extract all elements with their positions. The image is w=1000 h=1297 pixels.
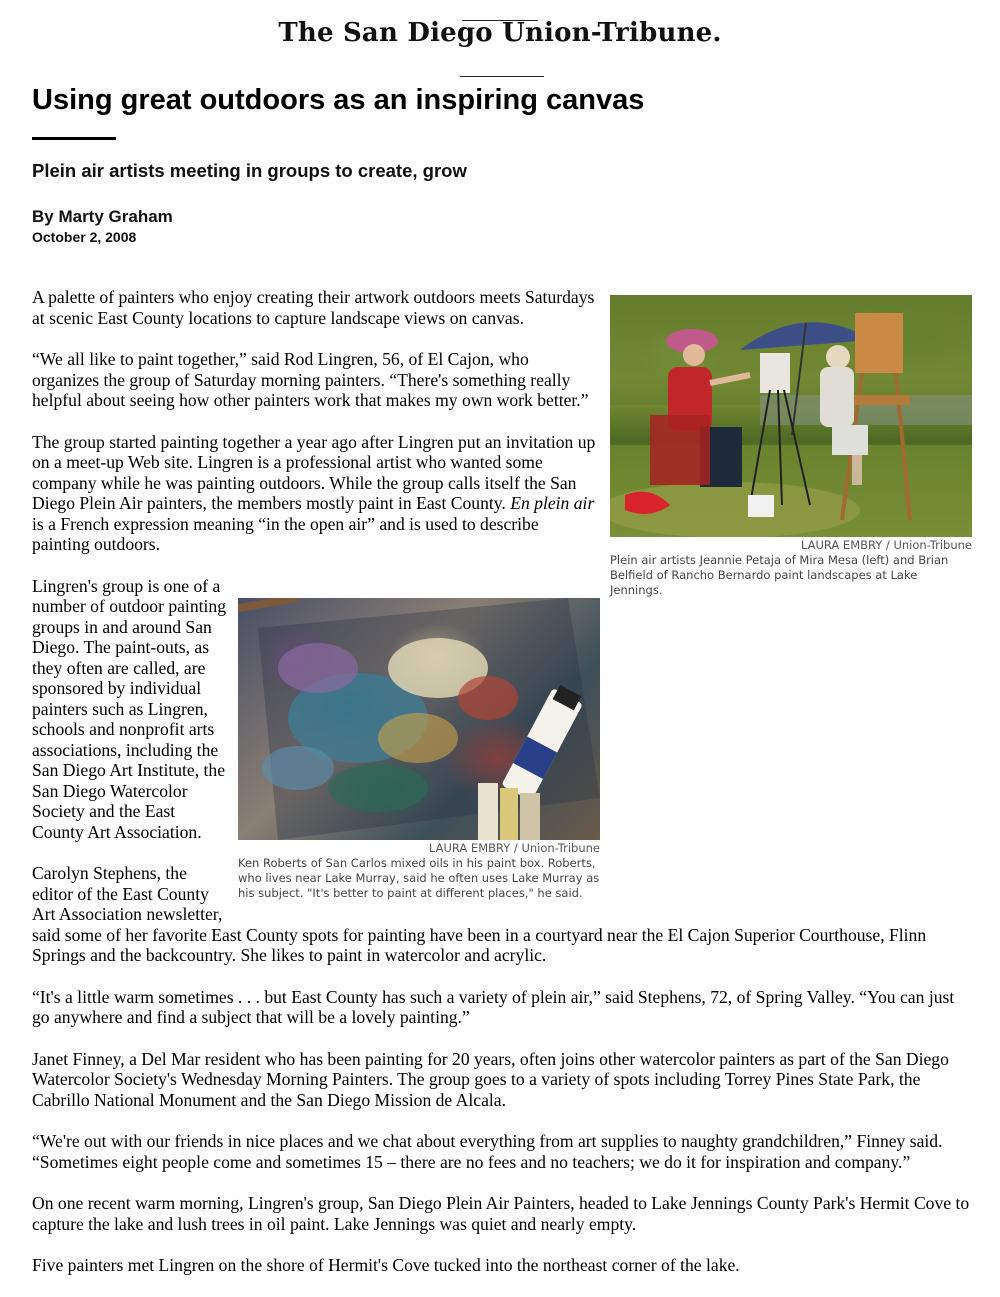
- photo-plein-air-painters: [610, 295, 972, 537]
- article-headline: Using great outdoors as an inspiring canvas: [32, 84, 645, 116]
- figure-paint-box: [238, 598, 600, 901]
- paragraph-9: On one recent warm morning, Lingren's group, San Diego Plein Air Painters, headed to Lake Jennings County Park's Hermit Cove to capture the lake and lush trees in oil paint. Lake Jennings was quiet and nearly empty.: [32, 1193, 970, 1234]
- paragraph-8: “We're out with our friends in nice places and we chat about everything from art supplies to naughty grandchildren,” Finney said. “Sometimes eight people come and sometimes 15 – there are no fees and no teachers; we do it for inspiration and company.”: [32, 1131, 943, 1172]
- article-date: October 2, 2008: [32, 229, 137, 245]
- photo-credit-1: LAURA EMBRY / Union-Tribune: [800, 538, 972, 552]
- photo-paint-box: [238, 598, 600, 840]
- paragraph-1: A palette of painters who enjoy creating their artwork outdoors meets Saturdays at scenic East County locations to capture landscape views on canvas.: [32, 287, 595, 328]
- paragraph-7: Janet Finney, a Del Mar resident who has been painting for 20 years, often joins other watercolor painters as part of the San Diego Watercolor Society's Wednesday Morning Painters. The group goes to a variety of spots including Torrey Pines State Park, the Cabrillo National Monument and the San Diego Mission de Alcala.: [32, 1048, 949, 1110]
- masthead-rule-bottom: [460, 76, 544, 77]
- paragraph-6: “It's a little warm sometimes . . . but East County has such a variety of plein air,” said Stephens, 72, of Spring Valley. “You can just go anywhere and find a subject that will be a lovely painting.”: [32, 986, 955, 1027]
- paragraph-3-text-b: is a French expression meaning “in the open air” and is used to describe painting outdoors.: [32, 513, 539, 554]
- masthead-logo: The San Diego Union-Tribune.: [278, 18, 722, 48]
- article-subhead: Plein air artists meeting in groups to create, grow: [32, 160, 467, 181]
- photo-credit-2: LAURA EMBRY / Union-Tribune: [428, 840, 600, 855]
- paragraph-4: Lingren's group is one of a number of outdoor painting groups in and around San Diego. The paint-outs, as they often are called, are sponsored by individual painters such as Lingren, schools and nonprofit arts associations, including the San Diego Art Institute, the San Diego Watercolor Society and the East County Art Association.: [32, 575, 226, 842]
- byline: By Marty Graham: [32, 207, 173, 226]
- article-body: [32, 287, 972, 1297]
- paragraph-3-text-a: The group started painting together a year ago after Lingren put an invitation up on a meet-up Web site. Lingren is a professional artist who wanted some company while he was painting outdoors. While the group calls itself the San Diego Plein Air painters, the members mostly paint in East County.: [32, 431, 596, 513]
- headline-rule: [32, 137, 116, 140]
- paragraph-3-emphasis: En plein air: [510, 493, 595, 513]
- paragraph-10: Five painters met Lingren on the shore of Hermit's Cove tucked into the northeast corner of the lake.: [32, 1255, 740, 1275]
- paragraph-5: Carolyn Stephens, the editor of the East County Art Association newsletter, said some of her favorite East County spots for painting have been in a courtyard near the El Cajon Superior Courthouse, Flinn Springs and the backcountry. She likes to paint in watercolor and acrylic.: [32, 863, 927, 965]
- photo-caption-1: Plein air artists Jeannie Petaja of Mira Mesa (left) and Brian Belfield of Rancho Bernardo paint landscapes at Lake Jennings.: [610, 553, 949, 597]
- paragraph-2: “We all like to paint together,” said Rod Lingren, 56, of El Cajon, who organizes the group of Saturday morning painters. “There's something really helpful about seeing how other painters work that makes my own work better.”: [32, 349, 589, 410]
- figure-painters: [610, 295, 972, 598]
- photo-caption-2: Ken Roberts of San Carlos mixed oils in his paint box. Roberts, who lives near Lake Murray, said he often uses Lake Murray as his subject. "It's better to paint at different places," he said.: [238, 855, 600, 900]
